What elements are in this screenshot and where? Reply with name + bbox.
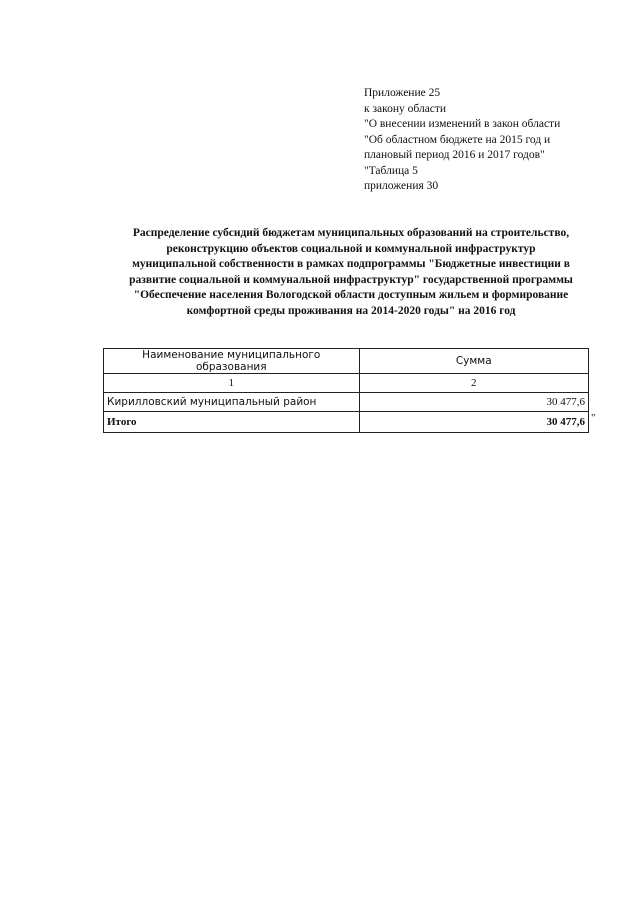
appendix-line: "Об областном бюджете на 2015 год и xyxy=(364,133,551,146)
appendix-line: плановый период 2016 и 2017 годов" xyxy=(364,149,545,161)
subsidy-table-container xyxy=(103,348,589,433)
title-line: комфортной среды проживания на 2014-2020 годы" на 2016 год xyxy=(186,304,516,317)
header-municipality: Наименование муниципального образования xyxy=(104,349,360,374)
appendix-line: "О внесении изменений в закон области xyxy=(364,118,561,130)
header-amount: Сумма xyxy=(359,349,588,374)
column-number-2: 2 xyxy=(359,374,588,393)
subsidy-table xyxy=(103,348,589,433)
title-line: муниципальной собственности в рамках подпрограммы "Бюджетные инвестиции в xyxy=(132,258,570,270)
table-header-row xyxy=(104,349,589,374)
appendix-line: к закону области xyxy=(364,102,447,115)
document-title xyxy=(100,226,602,319)
closing-quote-mark: " xyxy=(591,412,596,424)
municipality-name: Кирилловский муниципальный район xyxy=(104,393,360,412)
appendix-line: Приложение 25 xyxy=(364,87,441,99)
appendix-line: приложения 30 xyxy=(364,180,439,192)
appendix-line: "Таблица 5 xyxy=(364,164,418,177)
total-amount: 30 477,6 xyxy=(359,412,588,433)
title-line: реконструкцию объектов социальной и коммунальной инфраструктур xyxy=(166,242,536,255)
subsidy-amount: 30 477,6 xyxy=(359,393,588,412)
title-line: развитие социальной и коммунальной инфраструктур" государственной программы xyxy=(129,273,573,286)
total-label: Итого xyxy=(104,412,360,433)
table-row xyxy=(104,393,589,412)
title-line: "Обеспечение населения Вологодской области доступным жильем и формирование xyxy=(133,289,569,301)
column-number-row xyxy=(104,374,589,393)
appendix-header xyxy=(364,86,624,195)
title-line: Распределение субсидий бюджетам муниципальных образований на строительство, xyxy=(132,227,570,239)
column-number-1: 1 xyxy=(104,374,360,393)
total-row xyxy=(104,412,589,433)
